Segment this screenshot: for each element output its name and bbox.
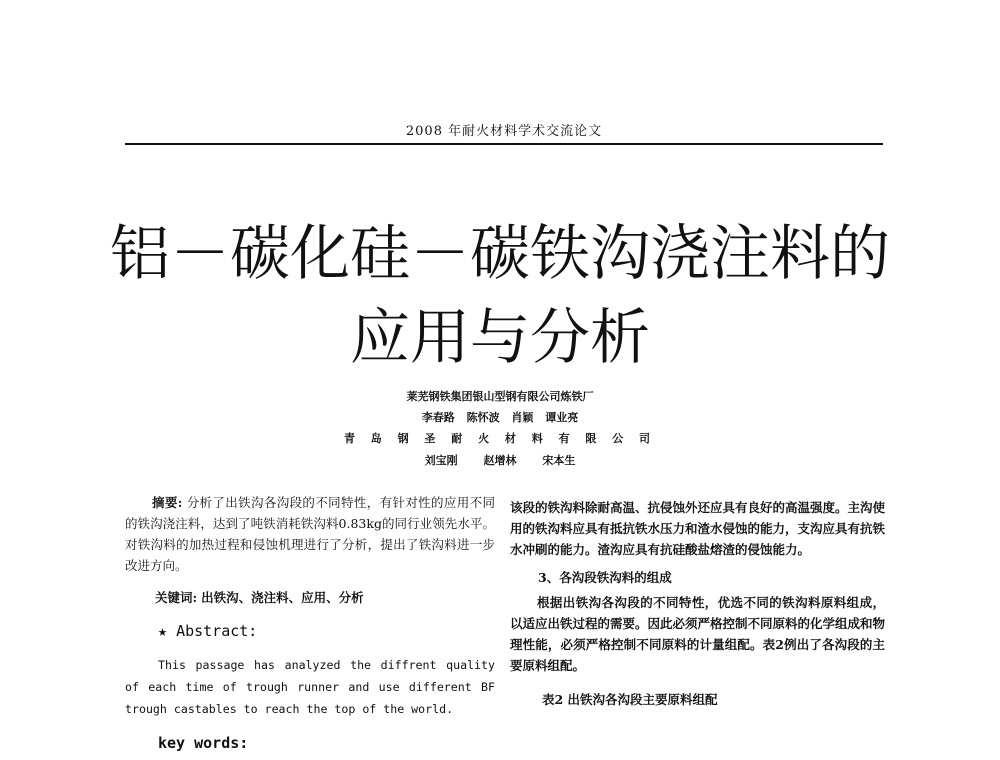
abstract-en-heading	[125, 622, 495, 640]
affiliation-1: 莱芜钢铁集团银山型钢有限公司炼铁厂	[406, 390, 594, 403]
abstract-en-text: This passage has analyzed the diffrent quality of each time of trough runner and use different BF trough castables to reach the top of the world.	[125, 658, 495, 716]
authors-2: 刘宝刚 赵增林 宋本生	[424, 454, 576, 467]
keywords-en-label: key words:	[158, 734, 249, 752]
paper-title-line-1: 铝－碳化硅－碳铁沟浇注料的	[110, 219, 890, 289]
left-column	[125, 492, 495, 752]
right-column	[510, 497, 885, 708]
abstract-cn	[125, 492, 495, 576]
header-rule	[125, 143, 883, 145]
section-3-heading: 3、各沟段铁沟料的组成	[538, 570, 672, 585]
star-icon: ★	[158, 622, 168, 640]
keywords-cn-label: 关键词:	[155, 590, 198, 605]
affiliation-2: 青 岛 钢 圣 耐 火 材 料 有 限 公 司	[343, 432, 657, 445]
authors-1: 李春路 陈怀波 肖颖 谭业亮	[421, 411, 579, 424]
keywords-cn-text: 出铁沟、浇注料、应用、分析	[201, 590, 364, 605]
paper-title-line-2: 应用与分析	[350, 303, 650, 373]
abstract-cn-label: 摘要:	[152, 495, 183, 510]
running-header: 2008 年耐火材料学术交流论文	[405, 124, 603, 139]
table-2-caption: 表2 出铁沟各沟段主要原料组配	[542, 692, 718, 707]
abstract-en-label: Abstract:	[176, 622, 258, 640]
abstract-cn-text: 分析了出铁沟各沟段的不同特性，有针对性的应用不同的铁沟浇注料，达到了吨铁消耗铁沟料0.83kg的同行业领先水平。对铁沟料的加热过程和侵蚀机理进行了分析，提出了铁沟料进一步改进方向。	[125, 495, 495, 573]
right-paragraph-2: 根据出铁沟各沟段的不同特性，优选不同的铁沟料原料组成，以适应出铁过程的需要。因此必须严格控制不同原料的化学组成和物理性能，必须严格控制不同原料的计量组配。表2例出了各沟段的主要原料组配。	[510, 595, 886, 673]
right-paragraph-1: 该段的铁沟料除耐高温、抗侵蚀外还应具有良好的高温强度。主沟使用的铁沟料应具有抵抗铁水压力和渣水侵蚀的能力，支沟应具有抗铁水冲刷的能力。渣沟应具有抗硅酸盐熔渣的侵蚀能力。	[510, 500, 886, 557]
keywords-cn	[125, 588, 495, 606]
